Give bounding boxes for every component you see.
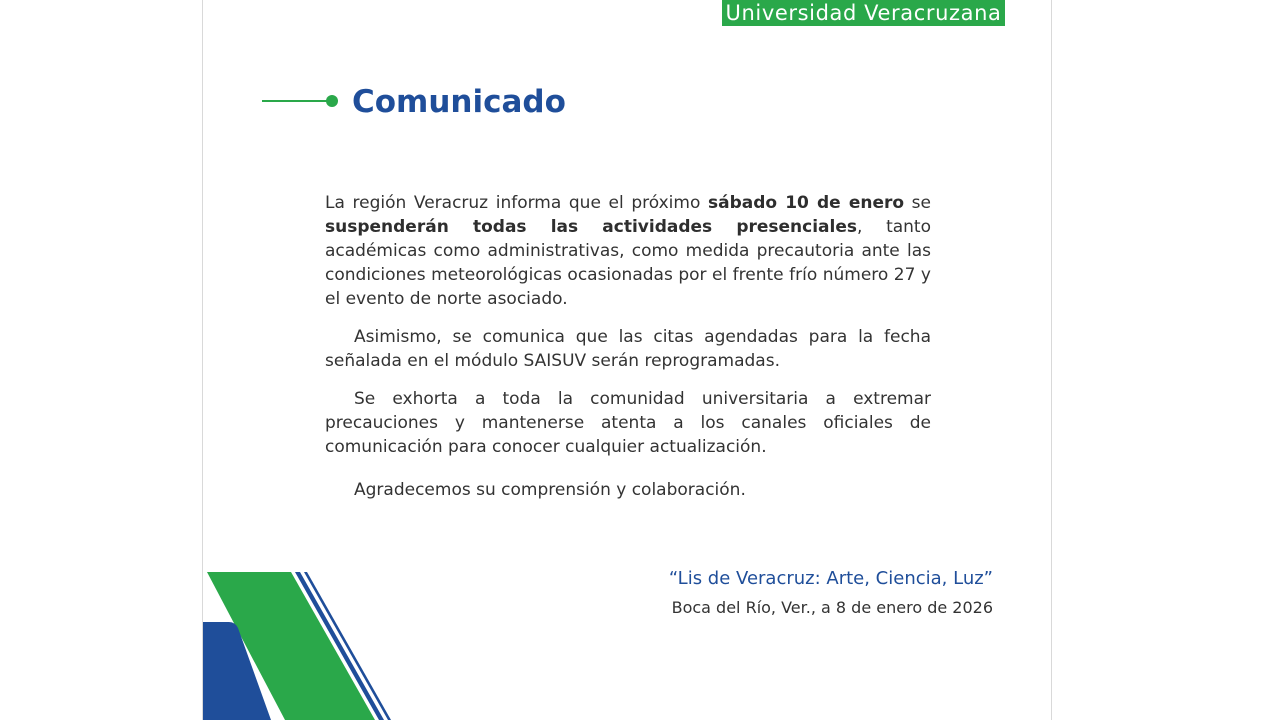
title-accent-line — [262, 100, 328, 102]
highlight-suspension: suspenderán todas las actividades presenciales — [325, 217, 858, 237]
place-and-date: Boca del Río, Ver., a 8 de enero de 2026 — [671, 598, 993, 617]
decorative-stripes-graphic — [203, 570, 393, 720]
paragraph-text: La región Veracruz informa que el próximo — [325, 193, 708, 213]
paragraph-announcement — [325, 191, 931, 311]
paragraph-text: , tanto académicas como administrativas, como medida precautoria ante las condiciones meteorológicas ocasionadas por el frente frío número 27 y el evento de norte asociado. — [325, 217, 931, 309]
paragraph-appointments: Asimismo, se comunica que las citas agendadas para la fecha señalada en el módulo SAISUV serán reprogramadas. — [325, 327, 931, 371]
university-motto: “Lis de Veracruz: Arte, Ciencia, Luz” — [668, 568, 993, 589]
page-title: Comunicado — [352, 84, 566, 120]
communique-page — [202, 0, 1052, 720]
paragraph-text: se — [904, 193, 931, 213]
paragraph-thanks: Agradecemos su comprensión y colaboración. — [354, 480, 746, 500]
university-brand-bar: Universidad Veracruzana — [722, 0, 1005, 26]
highlight-date: sábado 10 de enero — [707, 193, 905, 213]
title-accent-dot — [326, 95, 338, 107]
communique-body — [325, 191, 931, 502]
paragraph-precautions: Se exhorta a toda la comunidad universitaria a extremar precauciones y mantenerse atenta a los canales oficiales de comunicación para conocer cualquier actualización. — [325, 389, 931, 457]
